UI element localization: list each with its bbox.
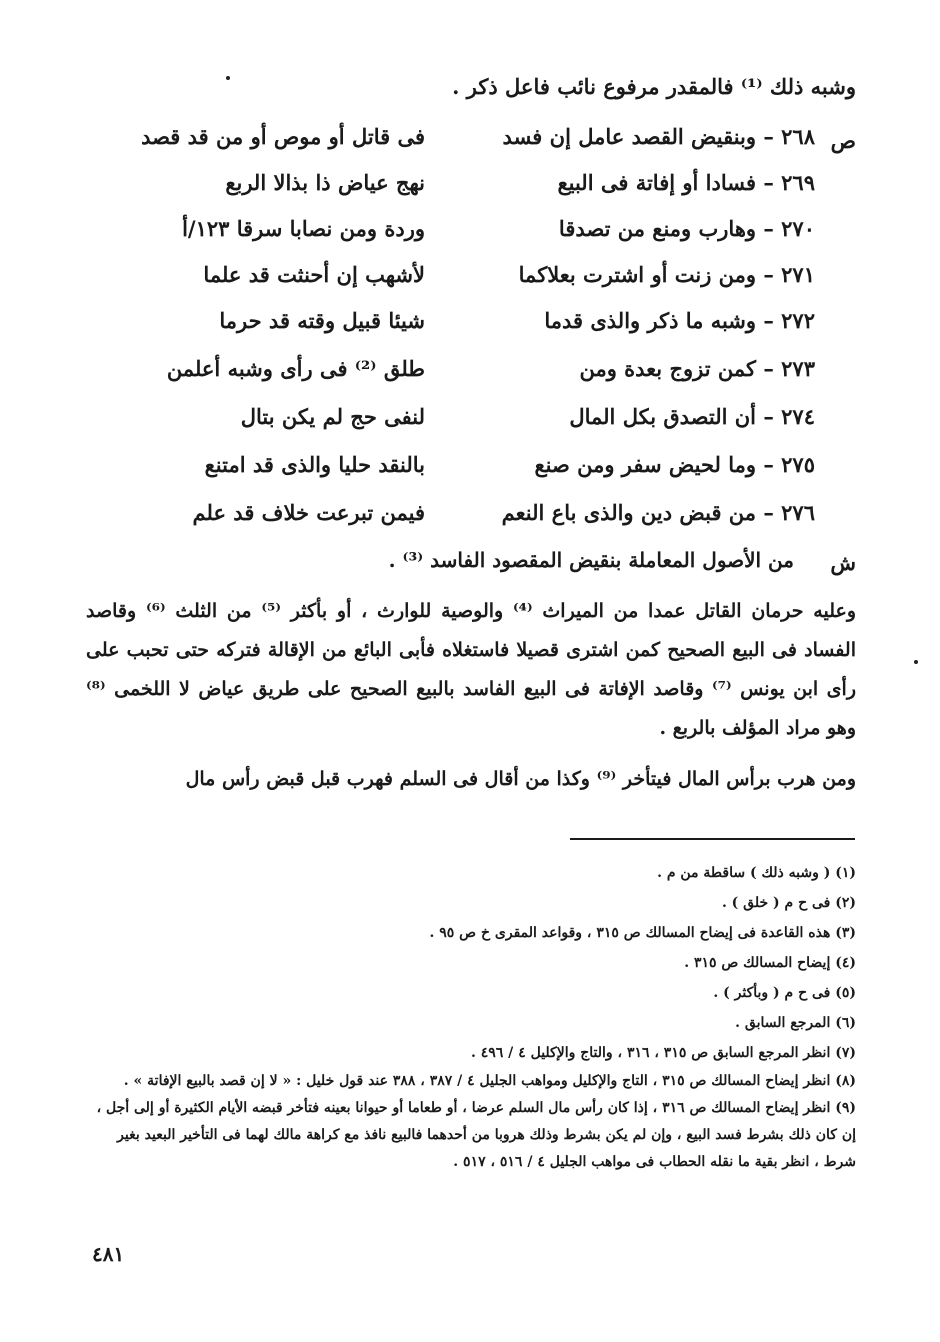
footnotes xyxy=(86,858,856,1176)
page-number: ٤٨١ xyxy=(92,1242,125,1266)
verse-second-hemistich: فيمن تبرعت خلاف قد علم xyxy=(192,500,425,525)
commentary-section-label: ش xyxy=(830,550,856,575)
commentary-paragraph: وعليه حرمان القاتل عمدا من الميراث ⁽⁴⁾ والوصية للوارث ، أو بأكثر ⁽⁵⁾ من الثلث ⁽⁶⁾ وقاصد الفساد فى البيع الصحيح كمن اشترى قصيلا فاستغلاه فأبى البائع من الإقالة فتركه حتى تحبب على رأى ابن يونس ⁽⁷⁾ وقاصد الإفاتة فى البيع الفاسد بالبيع الصحيح على طريق عياض لا اللخمى ⁽⁸⁾ وهو مراد المؤلف بالربع . xyxy=(86,600,856,739)
verse-first-hemistich: ٢٧٣ – كمن تزوج بعدة ومن xyxy=(579,356,815,381)
footnote: (٣) هذه القاعدة فى إيضاح المسالك ص ٣١٥ ، وقواعد المقرى خ ص ٩٥ . xyxy=(429,925,856,941)
verse-row xyxy=(90,216,815,256)
verse-row xyxy=(90,500,815,540)
verse-first-hemistich: ٢٧٥ – وما لحيض سفر ومن صنع xyxy=(534,452,815,477)
verse-second-hemistich: لأشهب إن أحنثت قد علما xyxy=(203,262,425,287)
verse-second-hemistich: بالنقد حليا والذى قد امتنع xyxy=(204,452,425,477)
footnote: (٨) انظر إيضاح المسالك ص ٣١٥ ، التاج والإكليل ومواهب الجليل ٤ / ٣٨٧ ، ٣٨٨ عند قول خليل : « لا إن قصد بالبيع الإفاتة » . xyxy=(123,1073,856,1089)
commentary-first-line: من الأصول المعاملة بنقيض المقصود الفاسد ⁽³⁾ . xyxy=(388,548,794,572)
verse-first-hemistich: ٢٦٩ – فسادا أو إفاتة فى البيع xyxy=(557,170,815,195)
verse-section-label: ص xyxy=(830,128,856,153)
intro-line: وشبه ذلك ⁽¹⁾ فالمقدر مرفوع نائب فاعل ذكر . xyxy=(452,74,856,99)
verse-first-hemistich: ٢٧٠ – وهارب ومنع من تصدقا xyxy=(558,216,815,241)
verse-first-hemistich: ٢٧١ – ومن زنت أو اشترت بعلاكما xyxy=(518,262,815,287)
verse-row xyxy=(90,308,815,348)
footnote: (١) ( وشبه ذلك ) ساقطة من م . xyxy=(657,865,856,881)
verse-first-hemistich: ٢٧٤ – أن التصدق بكل المال xyxy=(569,404,815,429)
verse-row xyxy=(90,452,815,492)
footnote: (٩) انظر إيضاح المسالك ص ٣١٦ ، إذا كان رأس مال السلم عرضا ، أو طعاما أو حيوانا بعينه فتأخر قبضه الأيام الكثيرة أو إلى أجل ، إن كان ذلك بشرط فسد البيع ، وإن لم يكن بشرط وذلك هروبا من أحدهما فالبيع نافذ مع كراهة مالك لهما فى التأخير البعيد بغير شرط ، انظر بقية ما نقله الحطاب فى مواهب الجليل ٤ / ٥١٦ ، ٥١٧ . xyxy=(96,1100,856,1170)
verse-row xyxy=(90,170,815,210)
verse-row xyxy=(90,124,815,164)
verse-second-hemistich: شيئا قبيل وقته قد حرما xyxy=(219,308,425,333)
verse-first-hemistich: ٢٦٨ – وبنقيض القصد عامل إن فسد xyxy=(502,124,815,149)
footnote: (٥) فى ح م ( وبأكثر ) . xyxy=(713,985,856,1001)
verse-row xyxy=(90,404,815,444)
verse-second-hemistich: وردة ومن نصابا سرقا ١٢٣/أ xyxy=(182,216,425,241)
verse-first-hemistich: ٢٧٦ – من قبض دين والذى باع النعم xyxy=(501,500,815,525)
commentary-paragraph-continued: ومن هرب برأس المال فيتأخر ⁽⁹⁾ وكذا من أقال فى السلم فهرب قبل قبض رأس مال xyxy=(185,768,856,790)
footnote: (٧) انظر المرجع السابق ص ٣١٥ ، ٣١٦ ، والتاج والإكليل ٤ / ٤٩٦ . xyxy=(471,1045,856,1061)
footnote-separator xyxy=(570,838,855,840)
verse-second-hemistich: نهج عياض ذا بذالا الربع xyxy=(225,170,425,195)
scan-speck xyxy=(226,76,230,80)
footnote: (٢) فى ح م ( خلق ) . xyxy=(721,895,856,911)
footnote: (٤) إيضاح المسالك ص ٣١٥ . xyxy=(684,955,856,971)
verse-second-hemistich: طلق ⁽²⁾ فى رأى وشبه أعلمن xyxy=(166,356,425,381)
verse-first-hemistich: ٢٧٢ – وشبه ما ذكر والذى قدما xyxy=(544,308,815,333)
verse-second-hemistich: فى قاتل أو موص أو من قد قصد xyxy=(141,124,425,149)
verse-second-hemistich: لنفى حج لم يكن بتال xyxy=(240,404,425,429)
footnote: (٦) المرجع السابق . xyxy=(735,1015,856,1031)
verse-row xyxy=(90,262,815,302)
scan-speck xyxy=(914,660,918,664)
verse-row xyxy=(90,356,815,396)
